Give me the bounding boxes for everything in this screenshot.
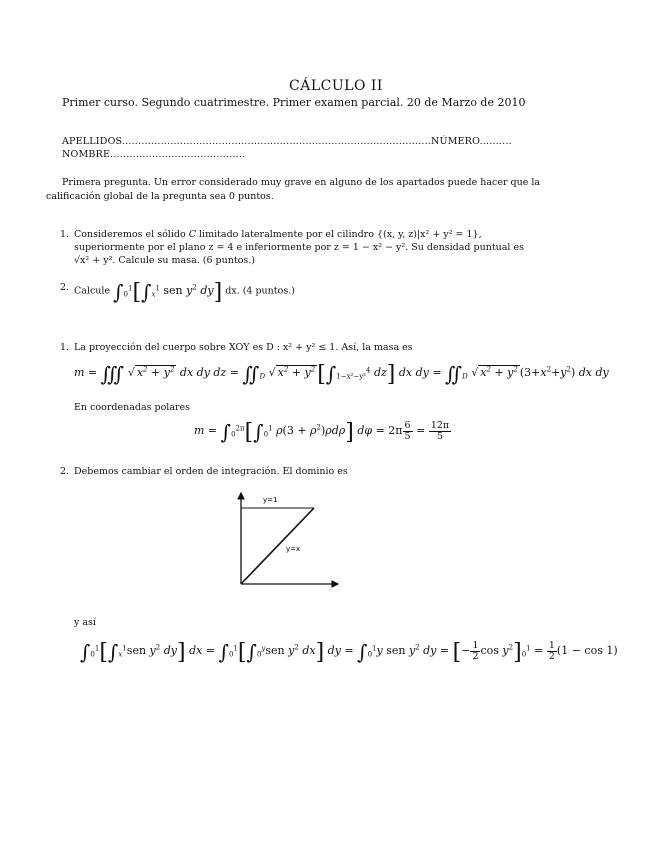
final-equation: $\int_0^1[\int_x^1sen$ $y^2$ dy] dx = $\int_0^1[\int_0^ysen$ $y^2$ dx] dy = $\int_0^1y$ sen $y^2$ dy = [− $\frac{1}{2}$ $\cos y^2]_0^1$ = $\frac{1}{2}$ (1 − cos 1) <box>80 639 618 665</box>
solution-1 <box>60 341 540 354</box>
solution-2-number: 2. <box>60 466 70 477</box>
solution-2 <box>60 465 540 478</box>
nombre-field: NOMBRE.......................................... <box>62 149 246 160</box>
question-1-number: 1. <box>60 229 70 240</box>
question-1-text: Consideremos el sólido C limitado lateralmente por el cilindro {(x, y, z)|x² + y² = 1}, superiormente por el plano z = 4 e inferiormente por z = 1 − x² − y². Su densidad puntual es √x² + y². Calcule su masa. (6 puntos.) <box>74 229 524 266</box>
y-asi-label: y así <box>74 617 96 628</box>
exam-subtitle: Primer curso. Segundo cuatrimestre. Primer examen parcial. 20 de Marzo de 2010 <box>62 96 526 109</box>
question-2-text: Calcule $\int_0^1[\int_x^1$ sen $y^2$ dy] dx. (4 puntos.) <box>74 279 295 305</box>
question-2-number: 2. <box>60 282 70 293</box>
label-y-equals-1: y=1 <box>263 496 278 504</box>
question-1 <box>60 228 540 267</box>
solution-2-intro: Debemos cambiar el orden de integración. El dominio es <box>74 466 348 477</box>
solution-1-intro: La proyección del cuerpo sobre XOY es D : x² + y² ≤ 1. Así, la masa es <box>74 342 413 353</box>
question-2 <box>60 279 540 305</box>
polar-equation: $m = \int_0^{2\pi}[\int_0^1$ $\rho(3 + \rho^2)\rho d\rho$] dφ = 2π $\frac{6}{5}$ = $\frac{12\pi}{5}$ <box>194 419 450 445</box>
mass-equation: m = ∭ √ $x^2 + y^2$ dx dy dz = $∬_D$ √ $x^2 + y^2[\int_{1-x^2-y^2}^4$ dz] dx dy = $∬_D$ √ $x^2 + y^2$ $(3+x^2+y^2)$ dx dy <box>74 362 609 387</box>
region-diagram <box>230 488 345 592</box>
page-title: CÁLCULO II <box>289 78 383 94</box>
apellidos-field: APELLIDOS................................................................................................NÚMERO.......... <box>62 136 512 147</box>
intro-paragraph: Primera pregunta. Un error considerado muy grave en alguno de los apartados puede hacer que la calificación global de la pregunta sea 0 puntos. <box>46 177 541 202</box>
label-y-equals-x: y=x <box>286 545 301 553</box>
solution-1-number: 1. <box>60 342 70 353</box>
polar-label: En coordenadas polares <box>74 402 191 413</box>
question-2-integral: $\int_0^1[\int_x^1$ sen $y^2$ dy] <box>113 279 223 305</box>
line-y-equals-x <box>241 508 314 584</box>
